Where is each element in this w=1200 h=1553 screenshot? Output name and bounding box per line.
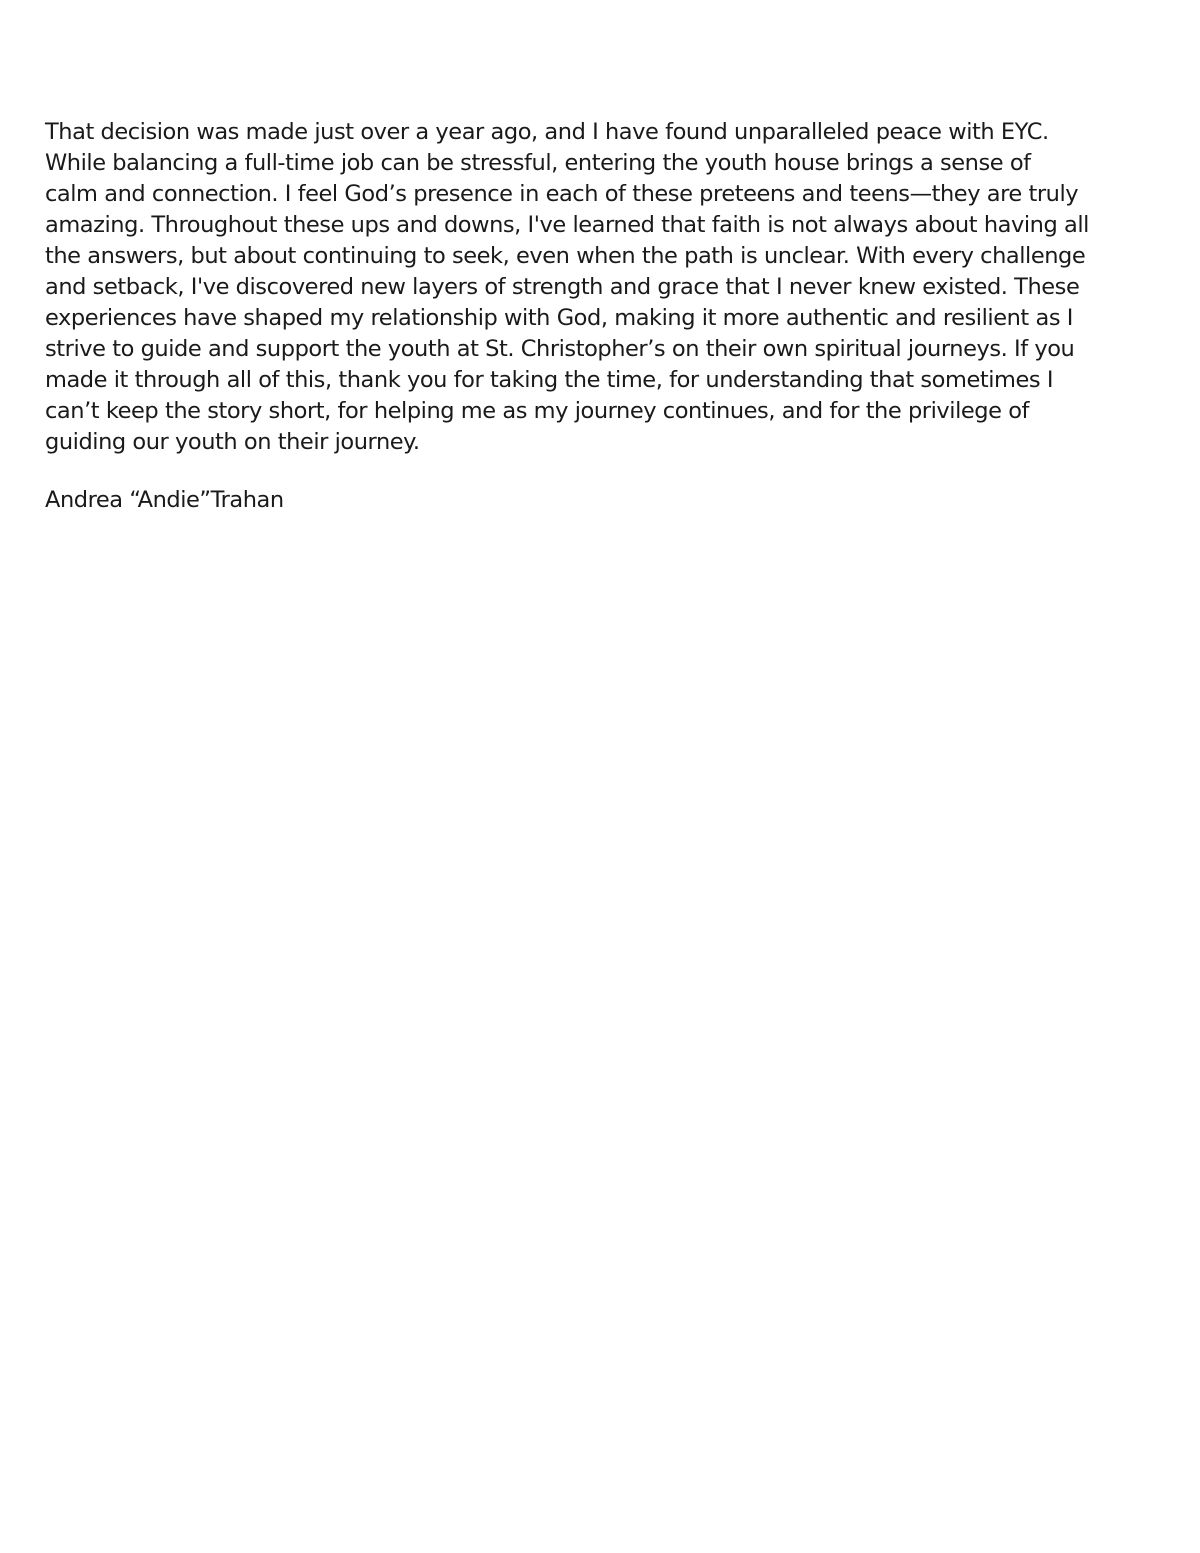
paragraph-line: can’t keep the story short, for helping me as my journey continues, and for the privilege of	[45, 398, 1029, 424]
paragraph-line: strive to guide and support the youth at St. Christopher’s on their own spiritual journeys. If you	[45, 336, 1075, 362]
paragraph-line: made it through all of this, thank you for taking the time, for understanding that sometimes I	[45, 367, 1054, 393]
paragraph-line: amazing. Throughout these ups and downs, I've learned that faith is not always about having all	[45, 212, 1089, 238]
paragraph-line: experiences have shaped my relationship with God, making it more authentic and resilient as I	[45, 305, 1073, 331]
paragraph-line: While balancing a full-time job can be stressful, entering the youth house brings a sense of	[45, 150, 1031, 176]
paragraph-line: calm and connection. I feel God’s presence in each of these preteens and teens—they are truly	[45, 181, 1079, 207]
paragraph-line: guiding our youth on their journey.	[45, 429, 420, 455]
letter-body	[45, 117, 1160, 516]
closing-paragraph	[45, 117, 1160, 458]
paragraph-line: and setback, I've discovered new layers of strength and grace that I never knew existed. These	[45, 274, 1080, 300]
author-signature: Andrea “Andie”Trahan	[45, 487, 284, 513]
paragraph-line: That decision was made just over a year ago, and I have found unparalleled peace with EYC.	[45, 119, 1049, 145]
paragraph-line: the answers, but about continuing to seek, even when the path is unclear. With every challenge	[45, 243, 1086, 269]
